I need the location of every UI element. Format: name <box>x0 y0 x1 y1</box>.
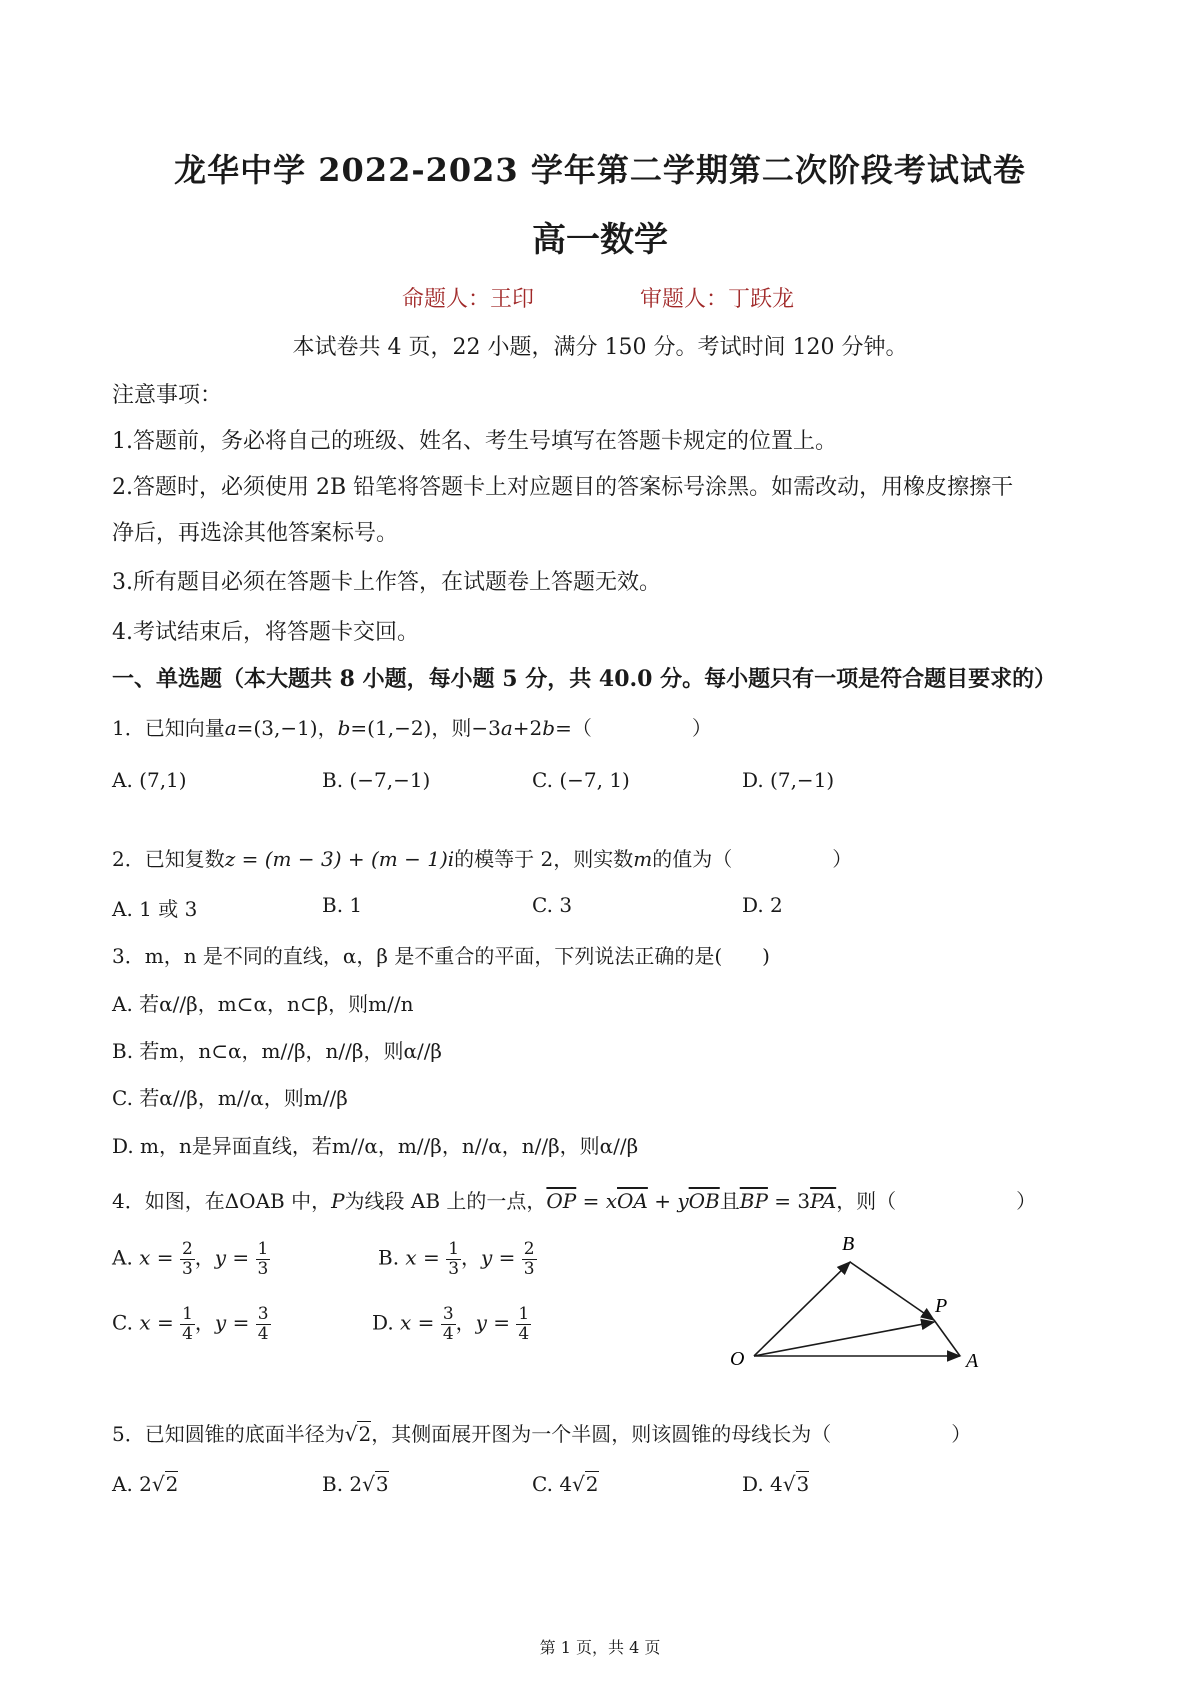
vector-bp-arrow <box>850 1262 934 1320</box>
coefficient: 4 <box>770 1472 783 1496</box>
question-1 <box>112 712 712 741</box>
denominator: 4 <box>442 1323 454 1344</box>
coefficient: 4 <box>559 1472 573 1496</box>
radicand: 2 <box>165 1472 179 1496</box>
q1-expr: =(1,−2) <box>350 716 432 740</box>
question-5: 5．已知圆锥的底面半径为√2，其侧面展开图为一个半圆，则该圆锥的母线长为（ ） <box>112 1422 972 1446</box>
option-d <box>372 1305 531 1343</box>
q5-text: 已知圆锥的底面半径为 <box>144 1422 345 1446</box>
exam-title: 龙华中学 2022-2023 学年第二学期第二次阶段考试试卷 <box>174 151 1026 189</box>
q4-expr: = x <box>576 1189 618 1213</box>
q1-text: ，则 <box>431 716 472 740</box>
option-d <box>742 768 834 792</box>
option-c <box>532 893 572 917</box>
option-c <box>112 1082 348 1111</box>
q4-text: 如图，在ΔOAB 中， <box>144 1189 332 1213</box>
option-a: A. 2√2 <box>112 1472 179 1496</box>
option-a <box>112 768 187 792</box>
note-item: 净后，再选涂其他答案标号。 <box>112 521 399 546</box>
option-label: C. <box>112 1086 133 1110</box>
q5-text: ，其侧面展开图为一个半圆，则该圆锥的母线长为（ ） <box>371 1422 972 1446</box>
note-item: 2.答题时，必须使用 2B 铅笔将答题卡上对应题目的答案标号涂黑。如需改动，用橡皮擦擦干 <box>112 475 1014 500</box>
numerator: 1 <box>257 1239 269 1259</box>
triangle-oab-figure <box>710 1220 1000 1380</box>
radicand: 3 <box>375 1472 389 1496</box>
denominator: 4 <box>182 1323 193 1344</box>
vector-ob: $\overline{OB}$ <box>688 1189 720 1213</box>
option-label: A. <box>112 897 133 921</box>
y-eq: y = <box>481 1245 516 1270</box>
q2-expr: z = (m − 3) + (m − 1)i <box>224 847 455 871</box>
label-o: O <box>730 1348 745 1370</box>
q2-text: 已知复数 <box>144 847 225 871</box>
fraction <box>256 1240 271 1278</box>
numerator: 1 <box>448 1239 460 1259</box>
denominator: 3 <box>257 1258 269 1279</box>
question-2 <box>112 843 852 872</box>
option-a <box>112 893 197 922</box>
coefficient: 2 <box>139 1472 152 1496</box>
vector-b: b <box>337 716 351 740</box>
y-eq: y = <box>214 1310 250 1335</box>
option-label: D. <box>742 1472 764 1496</box>
fraction <box>522 1240 537 1278</box>
option-label: D. <box>372 1310 394 1335</box>
option-label: A. <box>112 992 133 1016</box>
q2-text: 的模等于 2，则实数 <box>454 847 634 871</box>
option-label: D. <box>742 893 764 917</box>
fraction <box>180 1240 195 1278</box>
vector-oa: $\overline{OA}$ <box>617 1189 648 1213</box>
option-label: C. <box>532 893 553 917</box>
option-value: (−7,−1) <box>349 768 431 792</box>
option-label: B. <box>322 1472 344 1496</box>
vector-bp: $\overline{BP}$ <box>739 1189 768 1213</box>
radicand: 2 <box>358 1422 372 1446</box>
q4-expr: = 3 <box>767 1189 811 1213</box>
option-label: D. <box>742 768 764 792</box>
option-value: (7,1) <box>139 768 187 792</box>
option-b <box>322 893 362 917</box>
option-value: 1 或 3 <box>139 897 198 921</box>
q4-text: 且 <box>719 1189 740 1213</box>
option-label: A. <box>112 1245 133 1270</box>
coefficient: 2 <box>349 1472 363 1496</box>
comma: ， <box>194 1245 215 1270</box>
q4-text: ，则（ ） <box>836 1189 1037 1213</box>
option-a <box>112 988 413 1017</box>
option-c: C. 4√2 <box>532 1472 599 1496</box>
fraction <box>180 1305 195 1343</box>
comma: ， <box>455 1310 476 1335</box>
x-eq: x = <box>405 1245 440 1270</box>
option-d <box>112 1130 638 1159</box>
option-value: 3 <box>559 893 573 917</box>
question-number: 2． <box>112 847 145 871</box>
option-b <box>378 1240 537 1278</box>
denominator: 3 <box>523 1258 535 1279</box>
option-label: B. <box>378 1245 400 1270</box>
numerator: 3 <box>442 1304 454 1324</box>
option-value: (7,−1) <box>770 768 835 792</box>
q1-expr: = <box>555 716 572 740</box>
option-value: 2 <box>770 893 783 917</box>
option-d <box>742 893 783 917</box>
x-eq: x = <box>400 1310 435 1335</box>
q1-expr: =(3,−1) <box>236 716 318 740</box>
fraction <box>256 1305 271 1343</box>
numerator: 3 <box>257 1304 269 1324</box>
denominator: 3 <box>448 1258 460 1279</box>
radicand: 2 <box>585 1472 599 1496</box>
comma: ， <box>194 1310 215 1335</box>
option-label: A. <box>112 768 133 792</box>
option-c <box>532 768 630 792</box>
q4-text: 为线段 AB 上的一点， <box>344 1189 547 1213</box>
vector-op-arrow <box>754 1322 934 1356</box>
option-value: 1 <box>349 893 363 917</box>
q1-expr: −3 <box>471 716 501 740</box>
option-label: C. <box>532 1472 553 1496</box>
section-heading: 一、单选题（本大题共 8 小题，每小题 5 分，共 40.0 分。每小题只有一项是符合题目要求的） <box>112 666 1057 692</box>
question-number: 1． <box>112 716 145 740</box>
option-value: 若α//β，m//α，则m//β <box>139 1086 348 1110</box>
option-b <box>322 768 430 792</box>
q4-expr: + y <box>647 1189 689 1213</box>
vector-ob-arrow <box>754 1262 850 1356</box>
denominator: 4 <box>518 1323 530 1344</box>
option-value: (−7, 1) <box>559 768 630 792</box>
question-number: 4． <box>112 1189 145 1213</box>
vector-a: a <box>500 716 513 740</box>
question-number: 5． <box>112 1422 145 1446</box>
q1-expr: +2 <box>512 716 543 740</box>
option-b: B. 2√3 <box>322 1472 389 1496</box>
denominator: 3 <box>181 1258 193 1279</box>
option-label: C. <box>532 768 553 792</box>
q1-sep: ， <box>317 716 338 740</box>
option-d: D. 4√3 <box>742 1472 810 1496</box>
y-eq: y = <box>214 1245 250 1270</box>
fraction <box>441 1305 456 1343</box>
q2-var: m <box>633 847 653 871</box>
numerator: 2 <box>181 1239 193 1259</box>
vector-op: $\overline{OP}$ <box>546 1189 577 1213</box>
option-label: C. <box>112 1310 133 1335</box>
q2-text: 的值为（ ） <box>652 847 853 871</box>
option-value: m，n是异面直线，若m//α，m//β，n//α，n//β，则α//β <box>140 1134 639 1158</box>
option-label: D. <box>112 1134 134 1158</box>
option-b <box>112 1035 442 1064</box>
label-b: B <box>842 1233 855 1255</box>
y-eq: y = <box>475 1310 511 1335</box>
answer-paren: （ ） <box>571 716 712 740</box>
notes-heading: 注意事项： <box>112 383 223 408</box>
subject-title: 高一数学 <box>532 220 668 260</box>
option-label: B. <box>322 893 344 917</box>
point-p: P <box>331 1189 345 1213</box>
label-p: P <box>935 1295 948 1317</box>
comma: ， <box>461 1245 482 1270</box>
option-a <box>112 1240 270 1278</box>
denominator: 4 <box>257 1323 269 1344</box>
question-3: 3．m，n 是不同的直线，α，β 是不重合的平面，下列说法正确的是( ) <box>112 944 770 968</box>
radicand: 3 <box>796 1472 810 1496</box>
vector-b: b <box>542 716 556 740</box>
option-value: 若α//β，m⊂α，n⊂β，则m//n <box>139 992 414 1016</box>
page-footer: 第 1 页，共 4 页 <box>539 1638 661 1657</box>
vector-pa: $\overline{PA}$ <box>810 1189 837 1213</box>
option-value: 若m，n⊂α，m//β，n//β，则α//β <box>139 1039 442 1063</box>
note-item: 1.答题前，务必将自己的班级、姓名、考生号填写在答题卡规定的位置上。 <box>112 429 837 454</box>
option-c <box>112 1305 271 1343</box>
exam-info: 本试卷共 4 页，22 小题，满分 150 分。考试时间 120 分钟。 <box>292 335 908 360</box>
note-item: 3.所有题目必须在答题卡上作答，在试题卷上答题无效。 <box>112 570 661 595</box>
numerator: 1 <box>518 1304 530 1324</box>
setter: 命题人：王印 <box>402 287 535 312</box>
x-eq: x = <box>139 1310 174 1335</box>
segment-pa <box>934 1320 960 1356</box>
numerator: 2 <box>523 1239 535 1259</box>
vector-a: a <box>224 716 237 740</box>
note-item: 4.考试结束后，将答题卡交回。 <box>112 620 419 645</box>
fraction <box>516 1305 531 1343</box>
label-a: A <box>966 1350 979 1372</box>
reviewer: 审题人：丁跃龙 <box>640 287 795 312</box>
option-label: B. <box>112 1039 134 1063</box>
option-label: B. <box>322 768 344 792</box>
x-eq: x = <box>139 1245 174 1270</box>
question-4 <box>112 1185 1036 1214</box>
numerator: 1 <box>182 1304 193 1324</box>
q1-text: 已知向量 <box>144 716 225 740</box>
fraction <box>446 1240 461 1278</box>
option-label: A. <box>112 1472 133 1496</box>
